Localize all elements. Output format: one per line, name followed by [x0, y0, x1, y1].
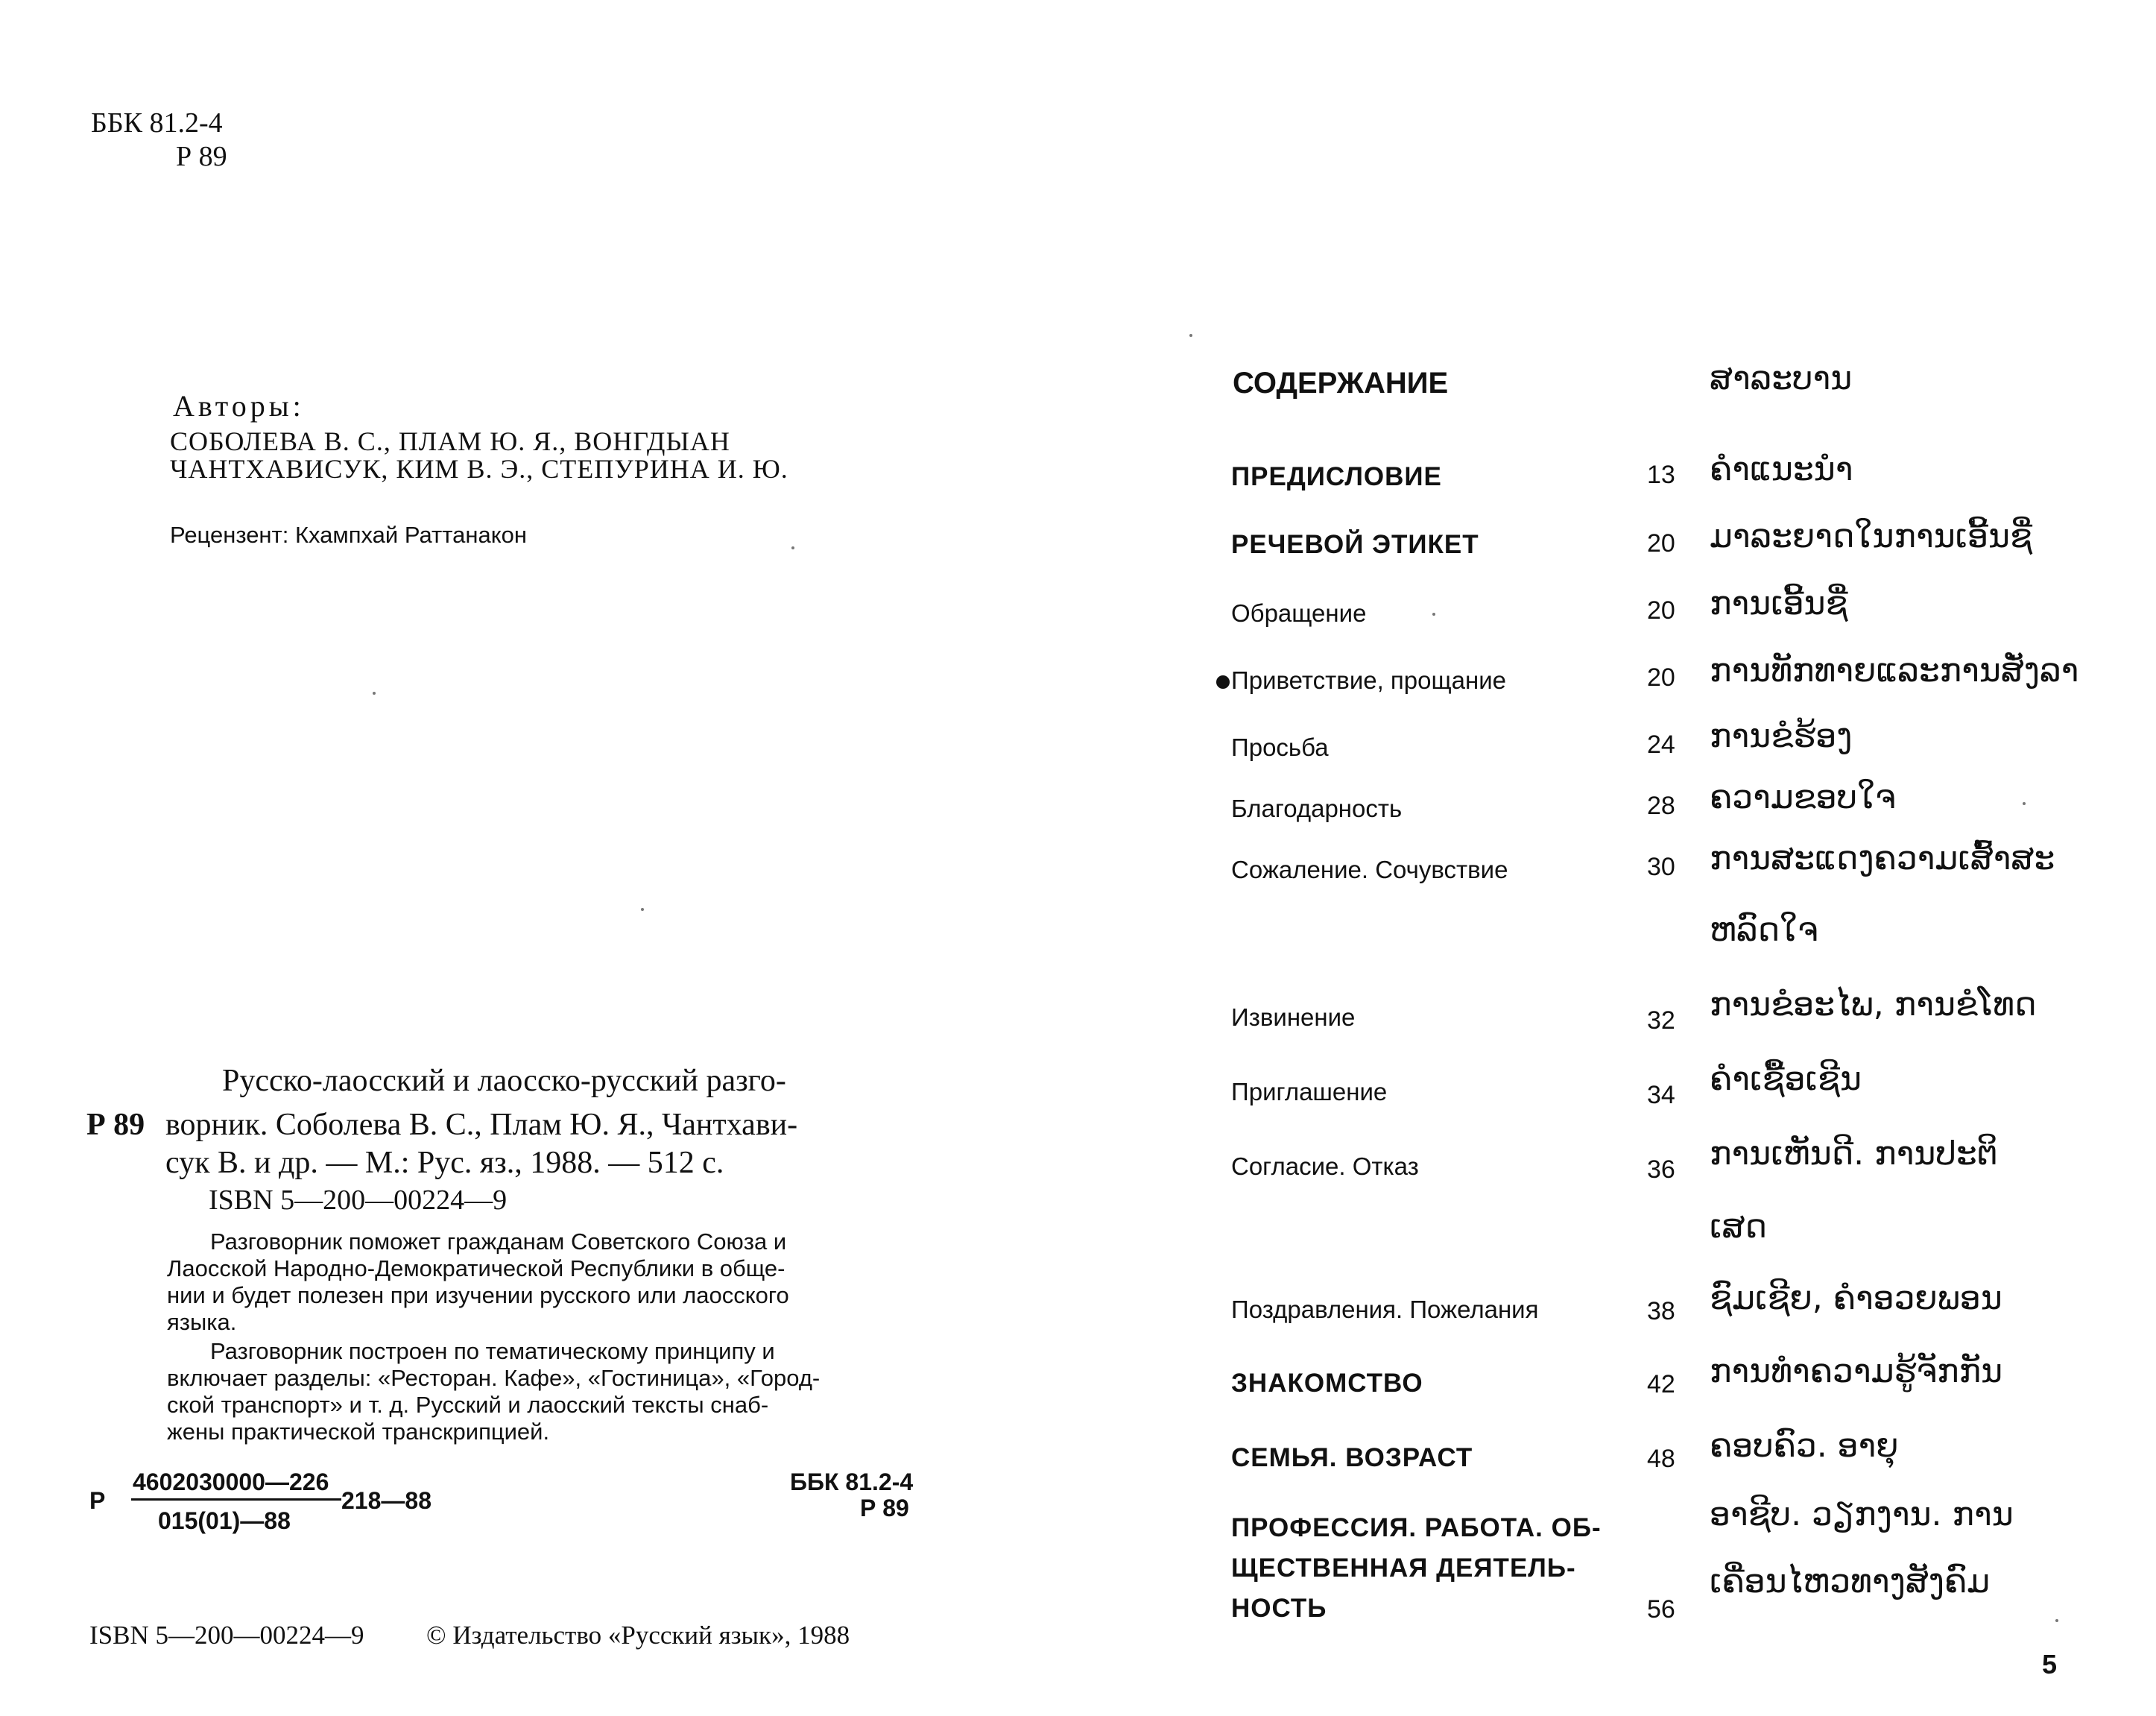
toc-entry-page: 28 — [1647, 792, 1675, 820]
authors-line-1: СОБОЛЕВА В. С., ПЛАМ Ю. Я., ВОНГДЫАН — [170, 426, 730, 456]
copyright-isbn: ISBN 5—200—00224—9 — [89, 1621, 364, 1650]
toc-entry-lao: ຄຳເຊື້ອເຊີນ — [1710, 1060, 1862, 1098]
catalog-line-2: ворник. Соболева В. С., Плам Ю. Я., Чантхави- — [165, 1108, 798, 1142]
toc-entry-lao-cont: ເສດ — [1710, 1208, 1767, 1246]
toc-entry-ru: Обращение — [1231, 599, 1367, 627]
toc-entry-page: 24 — [1647, 731, 1675, 759]
abstract-line-4: языка. — [167, 1309, 237, 1335]
toc-entry-lao: ຄອບຄົວ. ອາຍຸ — [1710, 1427, 1899, 1465]
toc-entry-page: 32 — [1647, 1006, 1675, 1035]
speck — [373, 692, 376, 695]
reviewer: Рецензент: Кхампхай Раттанакон — [170, 522, 527, 548]
abstract-line-2: Лаосской Народно-Демократической Республики в обще- — [167, 1255, 785, 1281]
bullet-mark — [1216, 675, 1230, 689]
toc-entry-lao: ການຂໍຮ້ອງ — [1710, 717, 1853, 755]
abstract-line-3: нии и будет полезен при изучении русского или лаосского — [167, 1282, 789, 1308]
toc-entry-ru: Благодарность — [1231, 795, 1403, 822]
toc-entry-page: 36 — [1647, 1155, 1675, 1184]
bbk-bottom-code: Р 89 — [860, 1495, 909, 1521]
toc-entry-lao-cont: ຫລົດໃຈ — [1710, 911, 1818, 949]
toc-title: СОДЕРЖАНИЕ — [1233, 367, 1449, 400]
toc-entry-ru: ПРЕДИСЛОВИЕ — [1231, 462, 1442, 491]
table-of-contents — [1078, 0, 2156, 1716]
catalog-entry — [222, 1062, 923, 1100]
toc-entry-page: 20 — [1647, 596, 1675, 625]
catalog-line-1: Русско-лаосский и лаосско-русский разго- — [222, 1064, 786, 1098]
speck — [1189, 334, 1192, 337]
fraction-denominator: 015(01)—88 — [158, 1507, 291, 1534]
toc-entry-ru: Просьба — [1231, 734, 1329, 761]
toc-entry-ru: Поздравления. Пожелания — [1231, 1296, 1539, 1323]
abstract-line-7: ской транспорт» и т. д. Русский и лаосский тексты снаб- — [167, 1392, 769, 1418]
toc-entry-ru: Согласие. Отказ — [1231, 1152, 1419, 1180]
toc-entry-ru: СЕМЬЯ. ВОЗРАСТ — [1231, 1443, 1473, 1472]
toc-entry-ru-wrap — [1216, 666, 1506, 695]
abstract-line-1: Разговорник поможет гражданам Советского Союза и — [210, 1228, 787, 1255]
toc-title-lao: ສາລະບານ — [1710, 359, 1853, 397]
toc-entry-ru: Сожаление. Сочувствие — [1231, 856, 1508, 883]
bbk-top-index: ББК 81.2-4 — [91, 107, 223, 139]
toc-entry-ru: Приветствие, прощание — [1231, 666, 1507, 694]
toc-entry-lao: ຊົມເຊີຍ, ຄຳອວຍພອນ — [1710, 1279, 2002, 1317]
toc-entry-lao: ການທຳຄວາມຮູ້ຈັກກັນ — [1710, 1352, 2003, 1390]
toc-entry-page: 48 — [1647, 1445, 1675, 1473]
fraction-prefix: Р — [89, 1487, 106, 1514]
toc-entry-page: 56 — [1647, 1595, 1675, 1624]
catalog-line-3: сук В. и др. — М.: Рус. яз., 1988. — 512 с. — [165, 1146, 724, 1180]
toc-entry-lao-cont: ເຄື່ອນໄຫວທາງສັງຄົມ — [1710, 1562, 1991, 1600]
toc-entry-ru-line: ПРОФЕССИЯ. РАБОТА. ОБ- — [1231, 1513, 1602, 1542]
speck — [1432, 613, 1435, 616]
toc-entry-page: 13 — [1647, 461, 1675, 489]
toc-entry-page: 20 — [1647, 529, 1675, 558]
bbk-bottom-index: ББК 81.2-4 — [790, 1469, 914, 1495]
abstract-line-5: Разговорник построен по тематическому принципу и — [210, 1338, 775, 1364]
toc-entry-page: 30 — [1647, 853, 1675, 881]
toc-entry-page: 42 — [1647, 1370, 1675, 1398]
speck — [2023, 802, 2026, 805]
toc-entry-lao: ການທັກທາຍແລະການສັ່ງລາ — [1710, 652, 2079, 690]
fraction-bar — [131, 1498, 341, 1501]
toc-entry-page: 34 — [1647, 1081, 1675, 1109]
toc-entry-lao: ມາລະຍາດໃນການເອີ້ນຊື່ — [1710, 517, 2033, 555]
bbk-top-code: Р 89 — [176, 141, 227, 172]
toc-entry-ru: РЕЧЕВОЙ ЭТИКЕТ — [1231, 530, 1479, 559]
toc-entry-lao: ຄຳແນະນຳ — [1710, 450, 1853, 488]
toc-entry-lao: ຄວາມຂອບໃຈ — [1710, 778, 1896, 816]
abstract-line-8: жены практической транскрипцией. — [167, 1419, 550, 1445]
authors-label: Авторы: — [173, 389, 305, 423]
speck — [2055, 1619, 2058, 1622]
toc-entry-lao: ການຂໍອະໄພ, ການຂໍໂທດ — [1710, 985, 2037, 1023]
fraction-numerator: 4602030000—226 — [133, 1469, 329, 1495]
fraction-suffix: 218—88 — [341, 1487, 431, 1514]
speck — [791, 546, 794, 549]
toc-entry-lao: ອາຊີບ. ວຽກງານ. ການ — [1710, 1495, 2014, 1533]
toc-entry-lao: ການເອີ້ນຊື່ — [1710, 584, 1848, 622]
authors-line-2: ЧАНТХАВИСУК, КИМ В. Э., СТЕПУРИНА И. Ю. — [170, 454, 788, 484]
toc-entry-ru: ЗНАКОМСТВО — [1231, 1369, 1423, 1398]
toc-entry-page: 20 — [1647, 663, 1675, 692]
toc-entry-page: 38 — [1647, 1297, 1675, 1325]
toc-entry-ru-line: ЩЕСТВЕННАЯ ДЕЯТЕЛЬ- — [1231, 1553, 1576, 1583]
catalog-code: Р 89 — [86, 1108, 145, 1142]
toc-entry-ru-line: НОСТЬ — [1231, 1594, 1327, 1623]
copyright-text: © Издательство «Русский язык», 1988 — [426, 1621, 850, 1650]
toc-entry-lao: ການສະແດງຄວາມເສົ້າສະ — [1710, 839, 2055, 877]
speck — [641, 908, 644, 911]
abstract-line-6: включает разделы: «Ресторан. Кафе», «Гостиница», «Город- — [167, 1365, 821, 1391]
isbn-line: ISBN 5—200—00224—9 — [209, 1185, 508, 1216]
page-number: 5 — [2042, 1649, 2058, 1679]
toc-entry-lao: ການເຫັນດີ. ການປະຕິ — [1710, 1135, 1998, 1173]
toc-entry-ru: Приглашение — [1231, 1078, 1388, 1105]
toc-entry-ru: Извинение — [1231, 1003, 1356, 1031]
